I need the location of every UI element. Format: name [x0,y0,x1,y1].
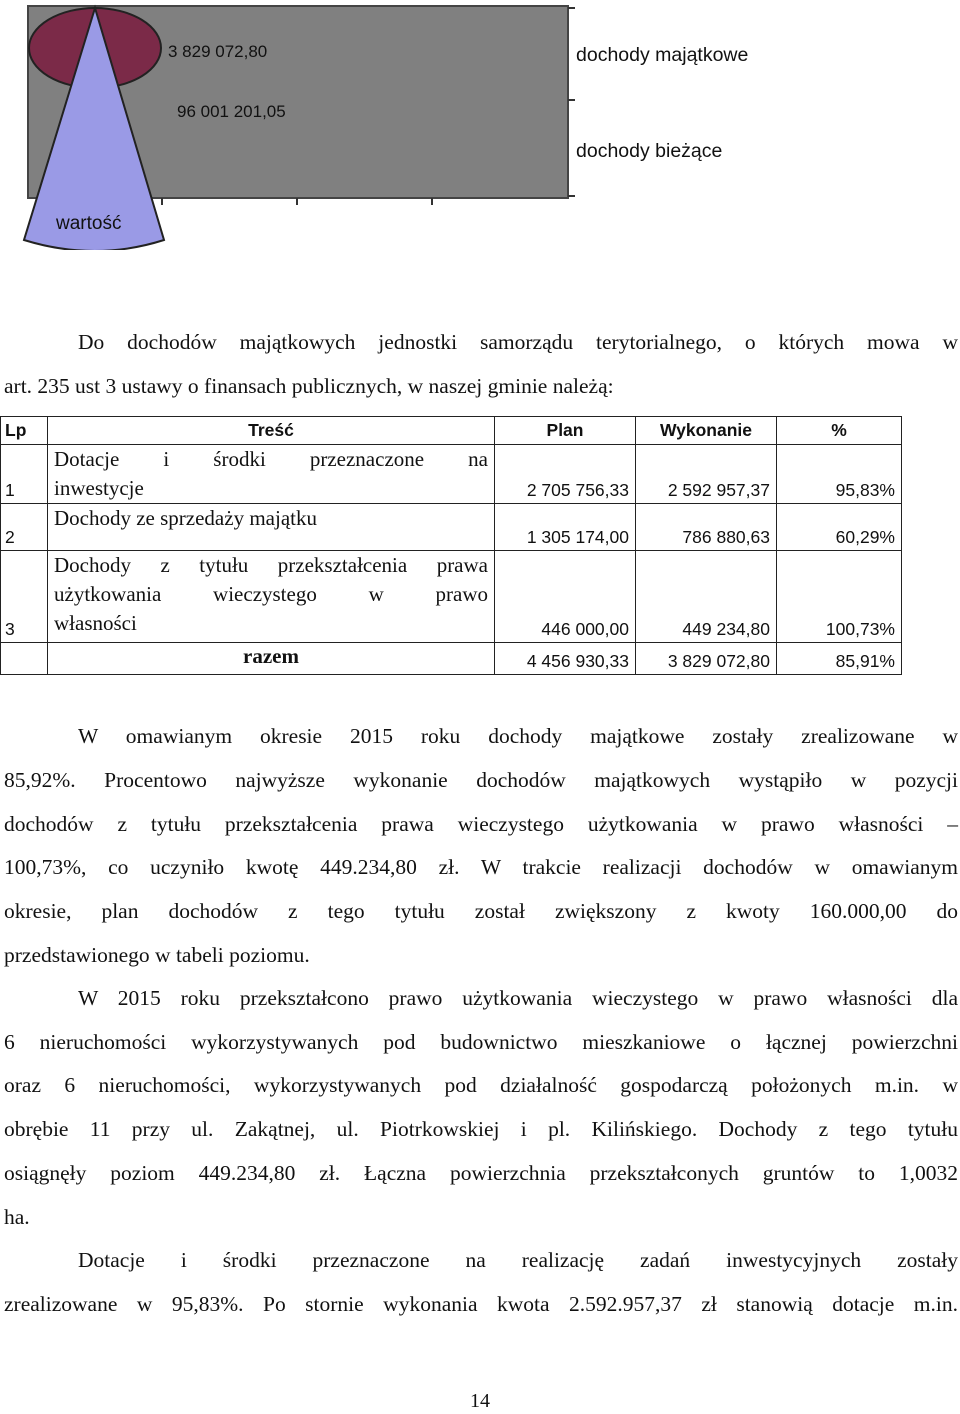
table-row [1,551,902,643]
category-label: wartość [56,213,122,234]
revenue-table [0,416,902,675]
paragraph-3-line: W 2015 roku przekształcono prawo użytkowania wieczystego w prawo własności dla [78,986,958,1010]
paragraph-2-line: okresie, plan dochodów z tego tytułu został zwiększony z kwoty 160.000,00 do [4,899,958,923]
header-plan: Plan [495,417,636,445]
header-tresc: Treść [48,417,495,445]
pie-chart [0,0,800,250]
row-lp: 3 [1,551,48,643]
row-tresc [48,504,495,551]
paragraph-2-line: 100,73%, co uczyniło kwotę 449.234,80 zł. W trakcie realizacji dochodów w omawianym [4,855,958,879]
row-plan: 446 000,00 [495,551,636,643]
row-tresc-line: własności [54,611,137,635]
total-pct: 85,91% [777,643,902,675]
row-wykonanie: 449 234,80 [636,551,777,643]
paragraph-3-line: obrębie 11 przy ul. Zakątnej, ul. Piotrkowskiej i pl. Kilińskiego. Dochody z tego tytułu [4,1117,958,1141]
paragraph-4-line: Dotacje i środki przeznaczone na realizację zadań inwestycyjnych zostały [78,1248,958,1272]
data-label-majatkowe: 3 829 072,80 [168,42,268,61]
row-tresc [48,445,495,504]
paragraph-intro-line-2: art. 235 ust 3 ustawy o finansach publicznych, w naszej gminie należą: [4,374,614,398]
row-lp: 1 [1,445,48,504]
row-tresc-line: Dochody ze sprzedaży majątku [54,506,317,530]
page-number: 14 [470,1390,490,1412]
table-row [1,445,902,504]
paragraph-3-line: oraz 6 nieruchomości, wykorzystywanych pod działalność gospodarczą położonych m.in. w [4,1073,958,1097]
row-pct: 100,73% [777,551,902,643]
row-tresc-line: inwestycje [54,476,144,500]
paragraph-4-line: zrealizowane w 95,83%. Po stornie wykonania kwota 2.592.957,37 zł stanowią dotacje m.in. [4,1292,958,1316]
paragraph-2-line: dochodów z tytułu przekształcenia prawa wieczystego użytkowania w prawo własności – [4,812,958,836]
row-plan: 2 705 756,33 [495,445,636,504]
row-lp: 2 [1,504,48,551]
paragraph-2-line: W omawianym okresie 2015 roku dochody majątkowe zostały zrealizowane w [78,724,958,748]
paragraph-2-line: przedstawionego w tabeli poziomu. [4,943,310,967]
row-wykonanie: 2 592 957,37 [636,445,777,504]
paragraph-2-line: 85,92%. Procentowo najwyższe wykonanie dochodów majątkowych wystąpiło w pozycji [4,768,958,792]
total-wykonanie: 3 829 072,80 [636,643,777,675]
data-label-biezace: 96 001 201,05 [177,102,286,121]
total-plan: 4 456 930,33 [495,643,636,675]
row-pct: 95,83% [777,445,902,504]
paragraph-intro-line-1: Do dochodów majątkowych jednostki samorządu terytorialnego, o których mowa w [78,330,958,354]
header-pct: % [777,417,902,445]
header-lp: Lp [1,417,48,445]
paragraph-3-line: ha. [4,1205,30,1229]
paragraph-3-line: 6 nieruchomości wykorzystywanych pod budownictwo mieszkaniowe o łącznej powierzchni [4,1030,958,1054]
row-tresc-line: Dotacje i środki przeznaczone na [54,447,488,471]
row-tresc-line: Dochody z tytułu przekształcenia prawa [54,553,488,577]
row-wykonanie: 786 880,63 [636,504,777,551]
table-header-row [1,417,902,445]
header-wykonanie: Wykonanie [636,417,777,445]
table-row [1,504,902,551]
legend-item-biezace: dochody bieżące [576,140,723,162]
legend-item-majatkowe: dochody majątkowe [576,44,749,66]
table-total-row [1,643,902,675]
total-label: razem [48,643,495,675]
row-tresc [48,551,495,643]
paragraph-3-line: osiągnęły poziom 449.234,80 zł. Łączna powierzchnia przekształconych gruntów to 1,0032 [4,1161,958,1185]
row-tresc-line: użytkowania wieczystego w prawo [54,582,488,606]
row-pct: 60,29% [777,504,902,551]
row-plan: 1 305 174,00 [495,504,636,551]
